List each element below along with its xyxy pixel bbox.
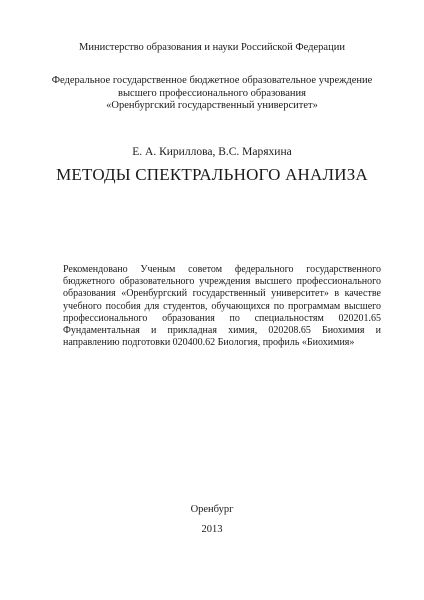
recommendation-line: [63, 301, 381, 313]
recommendation-word: направлению подготовки 020400.62 Биология, профиль «Биохимия»: [63, 337, 355, 349]
recommendation-word: Рекомендовано: [63, 264, 128, 275]
recommendation-word: профессионального: [63, 312, 148, 324]
recommendation-word: Ученым: [140, 264, 176, 275]
recommendation-word: студентов,: [163, 300, 208, 312]
recommendation-word: профессионального: [296, 276, 381, 288]
recommendation-word: советом: [188, 264, 223, 275]
recommendation-word: 020208.65: [268, 325, 311, 337]
recommendation-word: по: [229, 312, 240, 324]
recommendation-word: Фундаментальная: [63, 325, 140, 337]
recommendation-word: высшего: [344, 300, 381, 312]
recommendation-line: [63, 276, 381, 288]
recommendation-word: учреждения: [199, 276, 251, 288]
ministry-name: Министерство образования и науки Российской Федерации: [79, 42, 345, 53]
recommendation-word: государственного: [306, 264, 381, 275]
document-title: МЕТОДЫ СПЕКТРАЛЬНОГО АНАЛИЗА: [56, 165, 368, 184]
recommendation-word: химия,: [228, 325, 258, 337]
recommendation-word: и: [150, 325, 157, 337]
institution-line: «Оренбургский государственный университет»: [106, 100, 318, 111]
recommendation-line: [63, 313, 381, 325]
institution-name: [0, 75, 424, 113]
recommendation-word: 020201.65: [338, 312, 381, 324]
recommendation-word: федерального: [234, 264, 294, 275]
institution-line: Федеральное государственное бюджетное образовательное учреждение: [51, 75, 373, 86]
recommendation-text: [63, 264, 381, 349]
recommendation-word: в: [334, 288, 340, 300]
publication-year: 2013: [201, 524, 223, 535]
recommendation-word: университет»: [271, 288, 329, 300]
recommendation-word: прикладная: [167, 325, 217, 337]
recommendation-word: «Оренбургский: [121, 288, 188, 300]
recommendation-word: учебного: [63, 300, 102, 312]
recommendation-line: [63, 325, 381, 337]
recommendation-word: программам: [287, 300, 341, 312]
recommendation-word: образовательного: [119, 276, 195, 288]
recommendation-word: Биохимия: [321, 325, 365, 337]
recommendation-line: [63, 288, 381, 300]
recommendation-line: [63, 337, 381, 349]
authors: Е. А. Кириллова, В.С. Маряхина: [132, 146, 292, 158]
recommendation-word: качестве: [344, 288, 381, 300]
recommendation-word: специальностям: [254, 312, 324, 324]
recommendation-word: образования: [162, 312, 215, 324]
recommendation-word: бюджетного: [63, 276, 115, 288]
recommendation-word: по: [273, 300, 285, 312]
recommendation-word: государственный: [192, 288, 266, 300]
recommendation-word: обучающихся: [211, 300, 270, 312]
recommendation-line: [63, 264, 381, 276]
recommendation-word: высшего: [255, 276, 292, 288]
recommendation-word: и: [375, 325, 381, 337]
publication-city: Оренбург: [190, 504, 234, 515]
recommendation-word: образования: [63, 288, 116, 300]
recommendation-word: пособия: [105, 300, 141, 312]
institution-line: высшего профессионального образования: [118, 87, 306, 99]
recommendation-word: для: [144, 300, 160, 312]
